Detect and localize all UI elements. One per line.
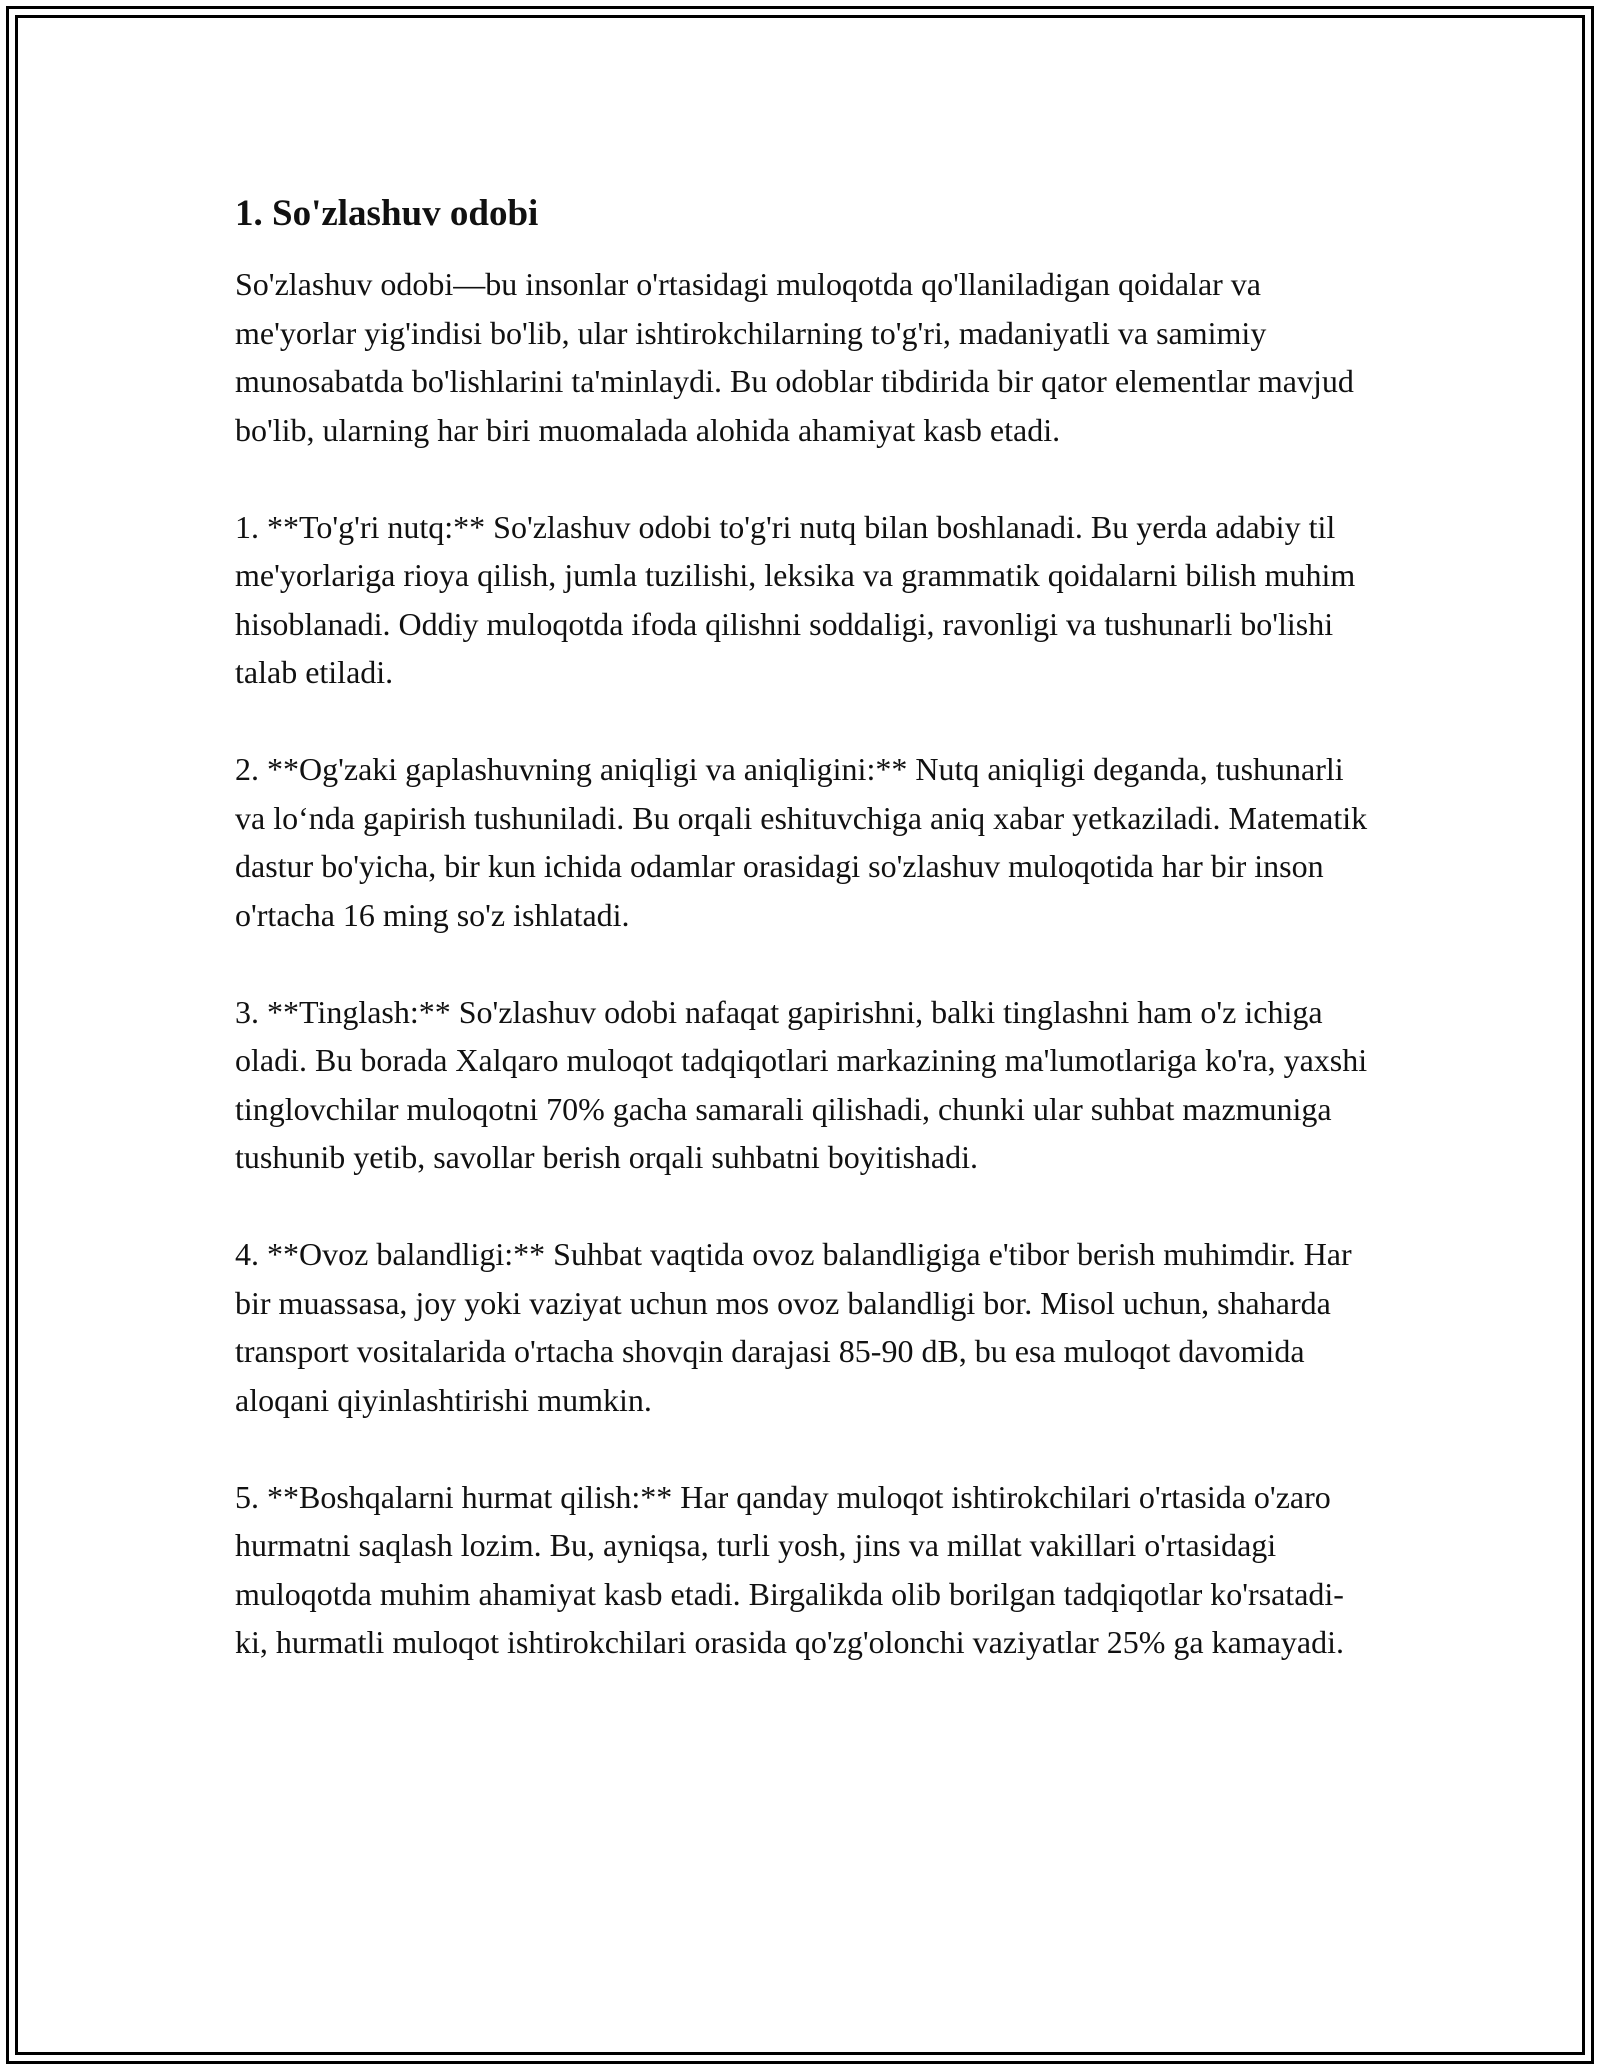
- list-item-respect: 5. **Boshqalarni hurmat qilish:** Har qanday muloqot ishtirokchilari o'rtasida o'zaro hurmatni saqlash lozim. Bu, ayniqsa, turli yosh, jins va millat vakillari o'rtasidagi muloqotda muhim ahamiyat kasb etadi. Birgalikda olib borilgan tadqiqotlar ko'rsatadi-ki, hurmatli muloqot ishtirokchilari orasida qo'zg'olonchi vaziyatlar 25% ga kamayadi.: [235, 1478, 1345, 1660]
- document-body: [235, 190, 1375, 1715]
- list-item-listening: 3. **Tinglash:** So'zlashuv odobi nafaqat gapirishni, balki tinglashni ham o'z ichiga oladi. Bu borada Xalqaro muloqot tadqiqotlari markazining ma'lumotlariga ko'ra, yaxshi tinglovchilar muloqotni 70% gacha samarali qilishadi, chunki ular suhbat mazmuniga tushunib yetib, savollar berish orqali suhbatni boyitishadi.: [235, 993, 1368, 1175]
- list-item-correct-speech: 1. **To'g'ri nutq:** So'zlashuv odobi to'g'ri nutq bilan boshlanadi. Bu yerda adabiy til me'yorlariga rioya qilish, jumla tuzilishi, leksika va grammatik qoidalarni bilish muhim hisoblanadi. Oddiy muloqotda ifoda qilishni soddaligi, ravonligi va tushunarli bo'lishi talab etiladi.: [235, 508, 1356, 690]
- intro-paragraph: So'zlashuv odobi—bu insonlar o'rtasidagi muloqotda qo'llaniladigan qoidalar va me'yorlar yig'indisi bo'lib, ular ishtirokchilarning to'g'ri, madaniyatli va samimiy munosabatda bo'lishlarini ta'minlaydi. Bu odoblar tibdirida bir qator elementlar mavjud bo'lib, ularning har biri muomalada alohida ahamiyat kasb etadi.: [235, 266, 1354, 448]
- section-heading: 1. So'zlashuv odobi: [235, 193, 539, 234]
- list-item-voice-volume: 4. **Ovoz balandligi:** Suhbat vaqtida ovoz balandligiga e'tibor berish muhimdir. Har bir muassasa, joy yoki vaziyat uchun mos ovoz balandligi bor. Misol uchun, shaharda transport vositalarida o'rtacha shovqin darajasi 85-90 dB, bu esa muloqot davomida aloqani qiyinlashtirishi mumkin.: [235, 1236, 1352, 1418]
- list-item-oral-clarity: 2. **Og'zaki gaplashuvning aniqligi va aniqligini:** Nutq aniqligi deganda, tushunarli va lo‘nda gapirish tushuniladi. Bu orqali eshituvchiga aniq xabar yetkaziladi. Matematik dastur bo'yicha, bir kun ichida odamlar orasidagi so'zlashuv muloqotida har bir inson o'rtacha 16 ming so'z ishlatadi.: [235, 751, 1368, 933]
